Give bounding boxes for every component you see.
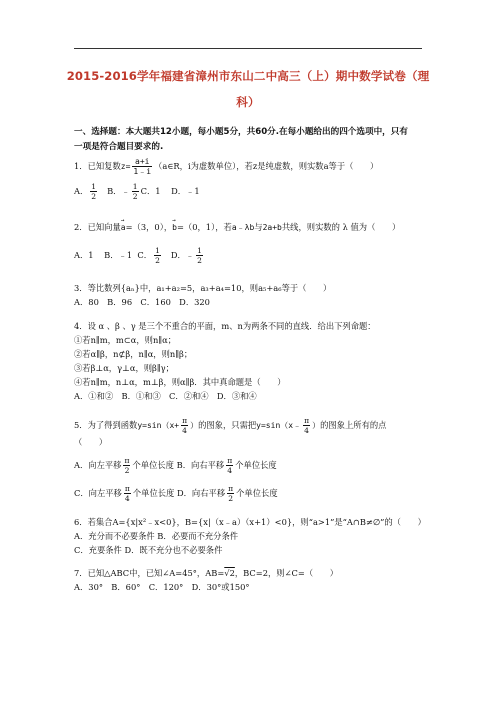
question-2 — [74, 222, 400, 233]
q7-text-post: ，BC=2，则∠C=（ ） — [234, 568, 339, 578]
q5-function-2-close: ） — [312, 421, 321, 430]
question-4-prop-2: ②若α∥β，n⊄β，n∥α，则n∥β； — [74, 349, 193, 359]
q1-text: 1．已知复数 — [74, 161, 121, 171]
q1-option-c: C．1 — [140, 186, 161, 196]
question-4: 4．设 α 、β 、γ 是三个不重合的平面，m、n为两条不同的直线．给出下列命题： — [74, 321, 376, 331]
question-5-options-ab — [74, 456, 277, 475]
q5-option-c-post: 个单位长度 — [132, 488, 175, 498]
q1-option-a-fraction: $\frac{1}{2}$ — [91, 182, 97, 201]
question-5-options-cd — [74, 484, 278, 503]
q5-function-1-close: ） — [190, 421, 199, 430]
q2-b-value: =（0，1），若 — [176, 222, 232, 232]
q2-with: 与 — [254, 222, 263, 232]
exam-title — [60, 63, 436, 115]
question-4-prop-4: ④若n∥m，n⊥α，m⊥β，则α∥β．其中真命题是（ ） — [74, 377, 286, 387]
q5-option-a: A．向左平移 — [74, 460, 122, 470]
question-3: 3．等比数列{aₙ}中，a₁+a₂=5，a₃+a₄=10，则a₅+a₆等于（ ） — [74, 283, 332, 293]
q5-text-post: 的图象上所有的点 — [320, 420, 387, 430]
q5-option-b-fraction: $\frac{\pi}{4}$ — [227, 456, 233, 475]
q2-expression-1: a﹣λb — [231, 223, 255, 232]
q2-option-a: A．1 — [74, 250, 94, 260]
q1-option-b: B．﹣ — [107, 186, 130, 196]
q5-option-b-post: 个单位长度 — [235, 460, 277, 470]
question-1 — [74, 157, 378, 176]
q5-option-b: B．向右平移 — [176, 460, 225, 470]
question-6-options-cd: C．充要条件 D．既不充分也不必要条件 — [74, 545, 223, 555]
q5-option-d: D．向右平移 — [176, 488, 226, 498]
q5-option-d-post: 个单位长度 — [236, 488, 278, 498]
q5-text-mid: 的图象，只需把 — [198, 420, 257, 430]
q2-text: 2．已知向量 — [74, 222, 121, 232]
q2-option-b: B．﹣1 — [104, 250, 133, 260]
question-4-prop-3: ③若β⊥α，γ⊥α，则β∥γ； — [74, 363, 174, 373]
q2-expression-2: 2a+b — [262, 223, 282, 232]
q2-vector-b: → b — [172, 223, 177, 233]
q2-vector-a: → a — [121, 223, 126, 233]
q1-option-d: D．﹣1 — [171, 186, 200, 196]
question-7 — [74, 568, 338, 578]
q1-option-b-fraction: $\frac{1}{2}$ — [132, 182, 138, 201]
q7-sqrt: √2 — [224, 568, 235, 578]
q1-text-post: （a∈R，i为虚数单位），若z是纯虚数，则实数a等于（ ） — [154, 161, 379, 171]
question-4-prop-1: ①若n∥m，m⊂α，则n∥α； — [74, 335, 177, 345]
q2-option-c-fraction: $\frac{1}{2}$ — [155, 246, 160, 265]
q5-function-2-fraction: $\frac{\pi}{4}$ — [304, 416, 310, 435]
section-1-heading-cont: 一项是符合题目要求的. — [74, 142, 164, 152]
q1-fraction: $\frac{a+i}{1﹣i}$ — [133, 157, 152, 176]
q5-function-2: y=sin（x﹣ — [256, 421, 302, 430]
question-7-options: A．30° B．60° C．120° D．30°或150° — [74, 582, 250, 592]
q5-function-1-fraction: $\frac{\pi}{4}$ — [182, 416, 188, 435]
q5-option-c: C．向左平移 — [74, 488, 122, 498]
q1-option-a: A． — [74, 186, 89, 196]
q2-a-value: =（3，0）， — [125, 222, 173, 232]
q2-option-d: D．﹣ — [170, 250, 195, 260]
q2-option-d-fraction: $\frac{1}{2}$ — [197, 246, 202, 265]
section-1-heading: 一、选择题：本大题共12小题，每小题5分，共60分.在每小题给出的四个选项中，只有 — [74, 127, 408, 137]
q7-text: 7．已知△ABC中，已知∠A=45°，AB= — [74, 568, 225, 578]
exam-title-line1: 2015-2016学年福建省漳州市东山二中高三（上）期中数学试卷（理 — [66, 69, 430, 83]
q5-text: 5．为了得到函数 — [74, 420, 138, 430]
q5-function-1: y=sin（x+ — [137, 421, 180, 430]
question-6: 6．若集合A={x|x²﹣x<0}，B={x|（x﹣a）（x+1）<0}，则“a>1”是“A∩B≠∅”的（ ） — [74, 517, 426, 527]
q5-option-c-fraction: $\frac{\pi}{4}$ — [124, 484, 130, 503]
q1-z: z= — [120, 162, 131, 171]
q5-option-d-fraction: $\frac{\pi}{2}$ — [228, 484, 234, 503]
question-5 — [74, 416, 386, 435]
header-rule — [74, 48, 422, 49]
question-1-options — [74, 182, 200, 201]
q2-option-c: C． — [137, 250, 153, 260]
question-2-options — [74, 246, 205, 265]
q5-option-a-fraction: $\frac{\pi}{2}$ — [124, 456, 130, 475]
question-6-options-ab: A．充分而不必要条件 B．必要而不充分条件 — [74, 531, 239, 541]
question-4-options: A．①和② B．①和③ C．②和④ D．③和④ — [74, 391, 257, 401]
question-5-paren: （ ） — [74, 437, 108, 447]
question-3-options: A．80 B．96 C．160 D．320 — [74, 297, 210, 307]
q5-option-a-post: 个单位长度 — [132, 460, 174, 470]
exam-title-line2: 科） — [236, 95, 260, 109]
q2-text-post: 共线，则实数的 λ 值为（ ） — [281, 222, 401, 232]
